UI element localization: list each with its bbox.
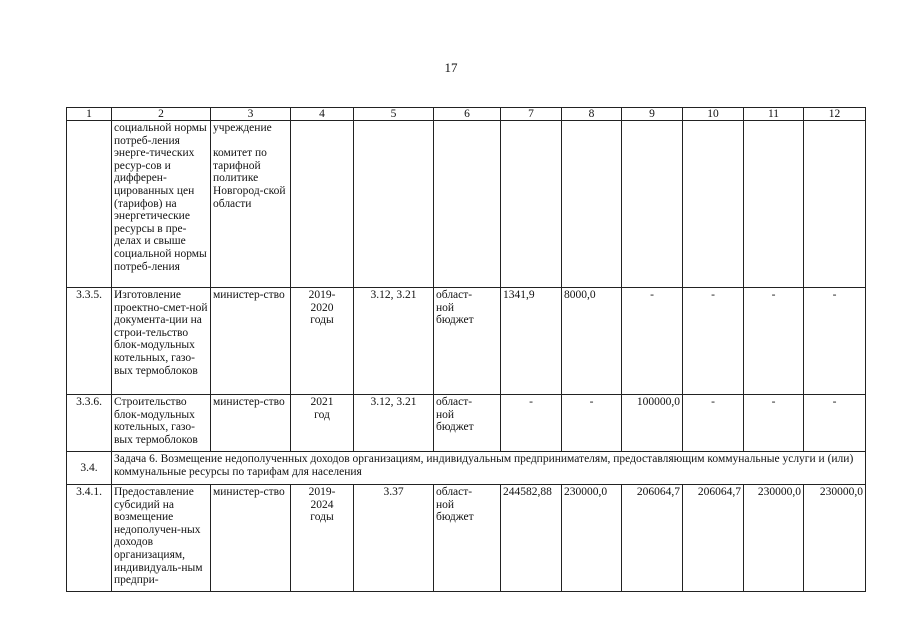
value-col8: 8000,0 [562, 288, 622, 395]
years: 2021 год [291, 395, 354, 452]
header-cell: 11 [744, 108, 804, 121]
value-col7: 244582,88 [501, 485, 562, 592]
program-table [66, 107, 866, 592]
activity-name: Предоставление субсидий на возмещение недополучен-ных доходов организациям, индивидуаль-ным предпри- [112, 485, 211, 592]
header-cell: 7 [501, 108, 562, 121]
header-cell: 1 [67, 108, 112, 121]
years [291, 121, 354, 288]
table-row [67, 485, 866, 592]
value-col7: 1341,9 [501, 288, 562, 395]
indicators [354, 121, 434, 288]
value-col9: - [622, 288, 683, 395]
header-cell: 12 [804, 108, 866, 121]
value-col12 [804, 121, 866, 288]
value-col9: 100000,0 [622, 395, 683, 452]
row-number: 3.3.5. [67, 288, 112, 395]
executor: министер-ство [211, 288, 291, 395]
header-cell: 9 [622, 108, 683, 121]
table-row [67, 121, 866, 288]
table-row [67, 288, 866, 395]
row-number: 3.3.6. [67, 395, 112, 452]
value-col7 [501, 121, 562, 288]
funding-source [434, 121, 501, 288]
page-number: 17 [444, 60, 458, 75]
funding-source: област- ной бюджет [434, 288, 501, 395]
value-col11: 230000,0 [744, 485, 804, 592]
activity-name: Строительство блок-модульных котельных, газо-вых термоблоков [112, 395, 211, 452]
value-col8: - [562, 395, 622, 452]
funding-source: област- ной бюджет [434, 395, 501, 452]
value-col9 [622, 121, 683, 288]
value-col10: 206064,7 [683, 485, 744, 592]
value-col12: - [804, 395, 866, 452]
value-col11: - [744, 395, 804, 452]
value-col10 [683, 121, 744, 288]
indicators: 3.12, 3.21 [354, 395, 434, 452]
value-col12: 230000,0 [804, 485, 866, 592]
header-cell: 8 [562, 108, 622, 121]
years: 2019- 2024 годы [291, 485, 354, 592]
header-cell: 6 [434, 108, 501, 121]
value-col11: - [744, 288, 804, 395]
value-col7: - [501, 395, 562, 452]
table-row [67, 395, 866, 452]
executor: министер-ство [211, 485, 291, 592]
header-cell: 4 [291, 108, 354, 121]
activity-name: Изготовление проектно-смет-ной документа-ции на строи-тельство блок-модульных котельных, газо-вых термоблоков [112, 288, 211, 395]
value-col8: 230000,0 [562, 485, 622, 592]
value-col10: - [683, 288, 744, 395]
indicators: 3.37 [354, 485, 434, 592]
header-row [67, 108, 866, 121]
indicators: 3.12, 3.21 [354, 288, 434, 395]
task-text: Задача 6. Возмещение недополученных доходов организациям, индивидуальным предпринимателям, предоставляющим коммунальные услуги и (или) коммунальные ресурсы по тарифам для населения [112, 452, 866, 485]
header-cell: 5 [354, 108, 434, 121]
header-cell: 10 [683, 108, 744, 121]
task-number: 3.4. [67, 452, 112, 485]
activity-name: социальной нормы потреб-ления энерге-тических ресур-сов и дифферен-цированных цен (тарифов) на энергетические ресурсы в пре-делах и свыше социальной нормы потреб-ления [112, 121, 211, 288]
value-col11 [744, 121, 804, 288]
years: 2019- 2020 годы [291, 288, 354, 395]
row-number [67, 121, 112, 288]
header-cell: 3 [211, 108, 291, 121]
header-cell: 2 [112, 108, 211, 121]
funding-source: област- ной бюджет [434, 485, 501, 592]
value-col12: - [804, 288, 866, 395]
value-col9: 206064,7 [622, 485, 683, 592]
executor: учреждение комитет по тарифной политике Новгород-ской области [211, 121, 291, 288]
executor: министер-ство [211, 395, 291, 452]
task-row [67, 452, 866, 485]
value-col10: - [683, 395, 744, 452]
value-col8 [562, 121, 622, 288]
row-number: 3.4.1. [67, 485, 112, 592]
